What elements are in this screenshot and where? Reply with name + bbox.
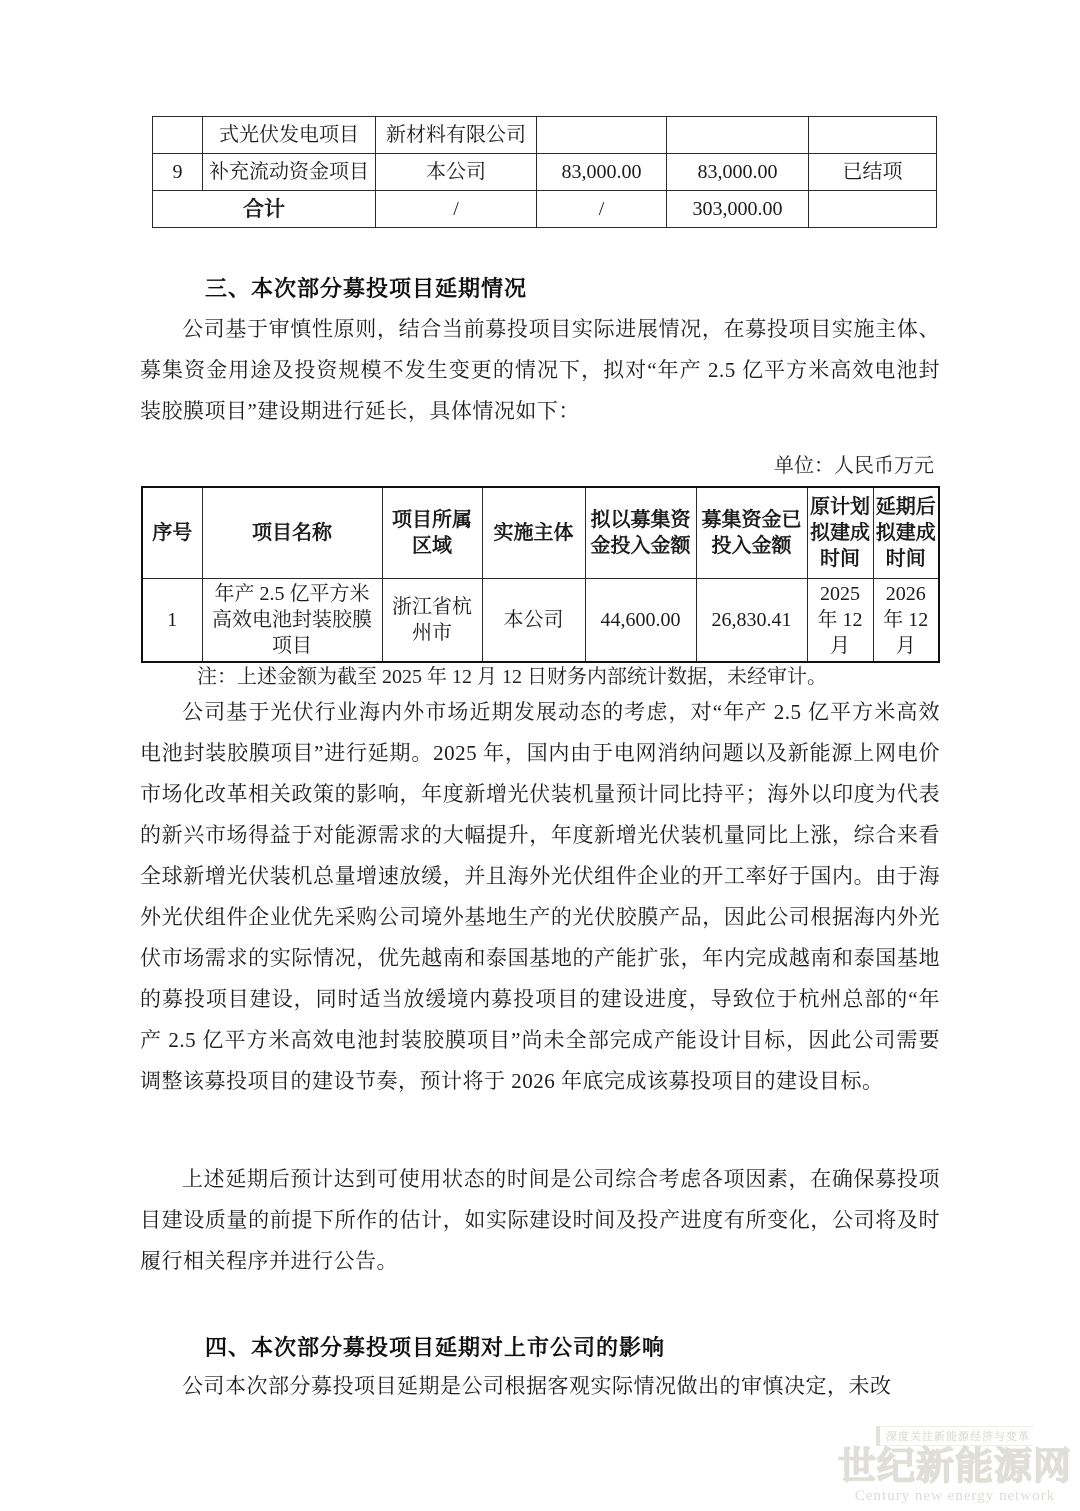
section-3-heading: 三、本次部分募投项目延期情况 [205, 276, 528, 301]
table-row [153, 154, 937, 191]
cell-original-date: 2025 年 12 月 [807, 579, 873, 663]
cell-seq: 9 [153, 154, 203, 191]
cell-project-name: 补充流动资金项目 [203, 154, 376, 191]
header-planned-amount: 拟以募集资金投入金额 [585, 487, 696, 579]
watermark-logo-text: 世纪新能源网 [838, 1446, 1073, 1488]
cell-planned: / [537, 191, 667, 228]
section-4-paragraph-1: 公司本次部分募投项目延期是公司根据客观实际情况做出的审慎决定，未改 [182, 1374, 892, 1398]
header-original-date: 原计划拟建成时间 [807, 487, 873, 579]
cell-planned-amount: 44,600.00 [585, 579, 696, 663]
cell-invested: 83,000.00 [667, 154, 809, 191]
watermark-subtitle: Century new energy network [854, 1488, 1056, 1504]
cell-entity: 本公司 [376, 154, 537, 191]
cell-invested [667, 117, 809, 154]
cell-entity: 本公司 [482, 579, 585, 663]
cell-planned: 83,000.00 [537, 154, 667, 191]
table-header-row [142, 487, 939, 579]
header-invested-amount: 募集资金已投入金额 [696, 487, 807, 579]
cell-project-name: 式光伏发电项目 [203, 117, 376, 154]
currency-unit-label: 单位：人民币万元 [774, 455, 934, 477]
cell-delayed-date: 2026 年 12 月 [873, 579, 939, 663]
table-row [153, 117, 937, 154]
cell-entity: 新材料有限公司 [376, 117, 537, 154]
section-3-paragraph-1: 公司基于审慎性原则，结合当前募投项目实际进展情况，在募投项目实施主体、募集资金用途及投资规模不发生变更的情况下，拟对“年产 2.5 亿平方米高效电池封装胶膜项目”建设期进行延长，具体情况如下： [140, 317, 940, 423]
cell-region: 浙江省杭州市 [382, 579, 482, 663]
cell-status [809, 191, 937, 228]
header-project-name: 项目名称 [202, 487, 382, 579]
cell-status [809, 117, 937, 154]
section-3-paragraph-2: 公司基于光伏行业海内外市场近期发展动态的考虑，对“年产 2.5 亿平方米高效电池封装胶膜项目”进行延期。2025 年，国内由于电网消纳问题以及新能源上网电价市场化改革相关政策的影响，年度新增光伏装机量预计同比持平；海外以印度为代表的新兴市场得益于对能源需求的大幅提升，年度新增光伏装机量同比上涨，综合来看全球新增光伏装机总量增速放缓，并且海外光伏组件企业的开工率好于国内。由于海外光伏组件企业优先采购公司境外基地生产的光伏胶膜产品，因此公司根据海内外光伏市场需求的实际情况，优先越南和泰国基地的产能扩张，年内完成越南和泰国基地的募投项目建设，同时适当放缓境内募投项目的建设进度，导致位于杭州总部的“年产 2.5 亿平方米高效电池封装胶膜项目”尚未全部完成产能设计目标，因此公司需要调整该募投项目的建设节奏，预计将于 2026 年底完成该募投项目的建设目标。 [140, 700, 940, 1093]
section-4-heading: 四、本次部分募投项目延期对上市公司的影响 [205, 1335, 666, 1360]
cell-status: 已结项 [809, 154, 937, 191]
cell-planned [537, 117, 667, 154]
cell-invested: 303,000.00 [667, 191, 809, 228]
cell-seq [153, 117, 203, 154]
cell-project-name: 年产 2.5 亿平方米高效电池封装胶膜项目 [202, 579, 382, 663]
site-watermark [838, 1426, 1072, 1505]
header-delayed-date: 延期后拟建成时间 [873, 487, 939, 579]
delay-project-table [141, 486, 940, 663]
table-row [142, 579, 939, 663]
table-note: 注：上述金额为截至 2025 年 12 月 12 日财务内部统计数据，未经审计。 [197, 666, 827, 688]
header-entity: 实施主体 [482, 487, 585, 579]
cell-invested-amount: 26,830.41 [696, 579, 807, 663]
section-3-paragraph-3: 上述延期后预计达到可使用状态的时间是公司综合考虑各项因素，在确保募投项目建设质量的前提下所作的估计，如实际建设时间及投产进度有所变化，公司将及时履行相关程序并进行公告。 [140, 1167, 940, 1273]
cell-entity: / [376, 191, 537, 228]
table-total-row [153, 191, 937, 228]
watermark-tagline: 深度关注新能源经济与变革 [876, 1426, 1034, 1446]
fund-usage-summary-table [152, 116, 937, 228]
cell-total-label: 合计 [153, 191, 376, 228]
header-region: 项目所属区域 [382, 487, 482, 579]
cell-seq: 1 [142, 579, 202, 663]
header-seq: 序号 [142, 487, 202, 579]
